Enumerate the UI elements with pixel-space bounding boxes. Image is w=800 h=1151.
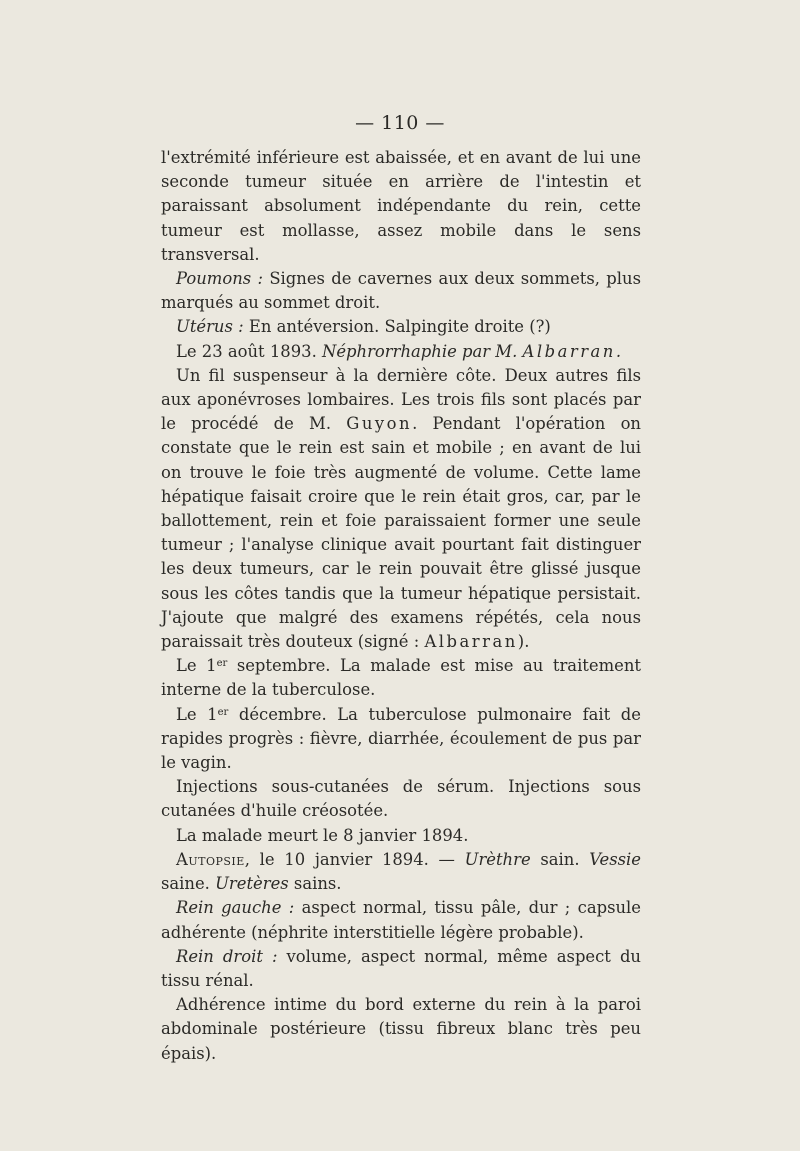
- paragraph-adherence: [161, 993, 641, 1066]
- organ-label: Vessie: [589, 849, 641, 869]
- paragraph-text: aspect normal, tissu pâle, dur ; capsule adhérente (néphrite interstitielle légère probable).: [161, 898, 641, 942]
- paragraph-operation-date: [161, 340, 641, 364]
- paragraph-text: Adhérence intime du bord externe du rein à la paroi abdominale postérieure (tissu fibreux blanc très peu épais).: [161, 995, 641, 1063]
- paragraph-text: décembre. La tuberculose pulmonaire fait de rapides progrès : fièvre, diarrhée, écoulement de pus par le vagin.: [161, 704, 642, 773]
- ordinal-superscript: er: [216, 658, 228, 670]
- paragraph-1: [161, 146, 641, 267]
- paragraph-text: volume, aspect normal, même aspect du tissu rénal.: [161, 946, 641, 990]
- paragraph-december: [161, 703, 641, 776]
- ordinal-superscript: er: [217, 706, 229, 718]
- paragraph-injections: [161, 775, 641, 823]
- paragraph-autopsy: [161, 848, 641, 896]
- person-name: Guyon: [346, 414, 413, 434]
- paragraph-text: ).: [517, 632, 530, 652]
- paragraph-text: l'extrémité inférieure est abaissée, et en avant de lui une seconde tumeur située en arrière de l'intestin et paraissant absolument indépendante du rein, cette tumeur est mollasse, assez mobile dans le sens transversal.: [161, 148, 641, 264]
- paragraph-text: Injections sous-cutanées de sérum. Injections sous cutanées d'huile créosotée.: [161, 777, 641, 821]
- autopsy-heading: Autopsie: [176, 849, 245, 869]
- organ-label: Uretères: [215, 874, 289, 894]
- paragraph-label: Rein gauche :: [176, 898, 295, 918]
- paragraph-text: Un fil suspenseur à la dernière côte. Deux autres fils aux aponévroses lombaires. Les trois fils sont placés par le procédé de M.: [161, 365, 641, 434]
- paragraph-september: [161, 654, 641, 702]
- paragraph-text: Signes de cavernes aux deux sommets, plus marqués au sommet droit.: [161, 269, 641, 313]
- paragraph-text: saine.: [161, 874, 216, 894]
- paragraph-uterus: [161, 315, 641, 339]
- paragraph-text: Le 1: [176, 656, 217, 676]
- paragraph-operation-details: [161, 364, 641, 654]
- paragraph-text: Le 23 août 1893.: [176, 341, 322, 361]
- organ-label: Urèthre: [464, 849, 531, 869]
- paragraph-text: La malade meurt le 8 janvier 1894.: [176, 825, 469, 845]
- paragraph-text: , le 10 janvier 1894. —: [244, 849, 465, 869]
- paragraph-label: Rein droit :: [176, 946, 278, 966]
- paragraph-label: Utérus :: [176, 317, 244, 337]
- paragraph-text: sains.: [288, 874, 342, 894]
- page-number: — 110 —: [355, 112, 445, 134]
- paragraph-text: . Pendant l'opération on constate que le rein est sain et mobile ; en avant de lui on trouve le foie très augmenté de volume. Cette lame hépatique faisait croire que le rein était gros, car, par le ballottement, rein et foie paraissaient former une seule tumeur ; l'analyse clinique avait pourtant fait distinguer les deux tumeurs, car le rein pouvait être glissé jusque sous les côtes tandis que la tumeur hépatique persistait. J'ajoute que malgré des examens répétés, cela nous paraissait très douteux (signé :: [161, 414, 641, 652]
- paragraph-label: Poumons :: [176, 269, 264, 289]
- paragraph-rein-droit: [161, 945, 641, 993]
- operation-title: Néphrorrhaphie par M.: [322, 341, 523, 361]
- paragraph-text: Le 1: [176, 704, 218, 724]
- paragraph-poumons: [161, 267, 641, 315]
- paragraph-text: septembre. La malade est mise au traitement interne de la tuberculose.: [161, 656, 641, 700]
- paragraph-text: En antéversion. Salpingite droite (?): [243, 317, 551, 337]
- body-text: [161, 146, 641, 1066]
- paragraph-rein-gauche: [161, 896, 641, 944]
- paragraph-text: sain.: [530, 849, 590, 869]
- paragraph-death: [161, 824, 641, 848]
- signature-name: Albarran: [424, 632, 518, 652]
- surgeon-name: Albarran.: [522, 341, 624, 361]
